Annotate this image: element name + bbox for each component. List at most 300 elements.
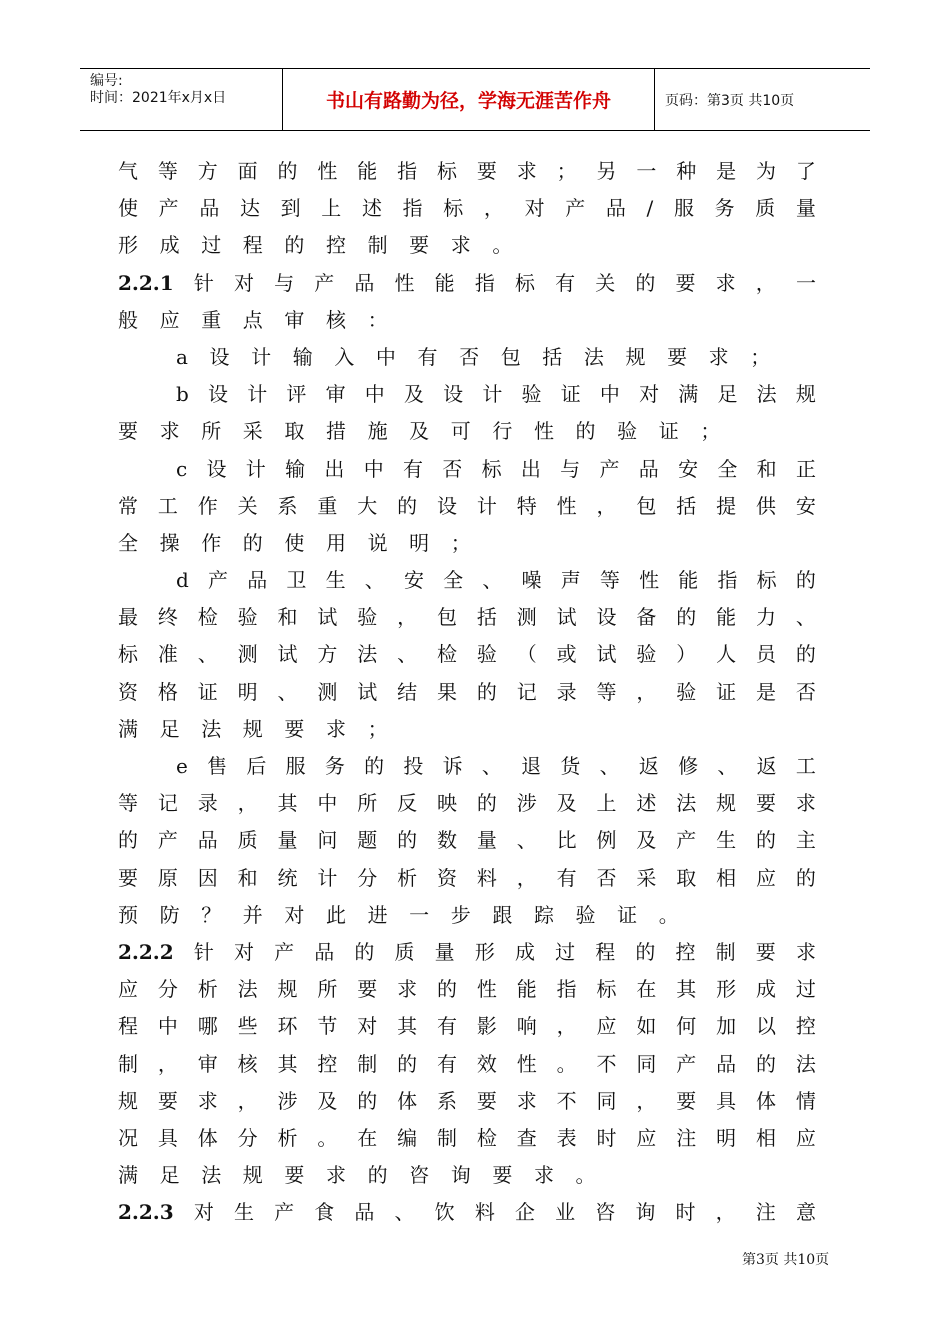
body-char: 咨: [409, 1163, 430, 1188]
body-char: 规: [242, 716, 263, 741]
body-char: 料: [474, 1200, 495, 1225]
header-page-cell: [655, 69, 870, 130]
body-char: 的: [476, 679, 497, 704]
body-char: 审: [197, 1051, 218, 1076]
body-char: 规: [118, 1088, 138, 1113]
body-char: 、: [516, 828, 537, 853]
body-char: 的: [476, 791, 497, 816]
body-char: 规: [716, 791, 737, 816]
body-char: 否: [795, 679, 816, 704]
body-char: 。: [658, 902, 679, 927]
body-char: 安: [795, 493, 816, 518]
body-char: ？: [201, 902, 222, 927]
body-char: 情: [795, 1088, 816, 1113]
body-char: 明: [409, 530, 430, 555]
body-line: [118, 525, 816, 562]
body-char: 对: [233, 939, 254, 964]
body-char: 生: [233, 1200, 254, 1225]
body-char: 设: [206, 456, 227, 481]
body-char: 咨: [595, 1200, 616, 1225]
body-char: 验: [476, 642, 497, 667]
body-char: 进: [367, 902, 388, 927]
body-char: 应: [118, 977, 138, 1002]
header-motto-cell: [282, 69, 655, 130]
body-char: 特: [516, 493, 537, 518]
body-char: ，: [237, 791, 258, 816]
body-char: 标: [443, 196, 464, 221]
body-char: 品: [247, 568, 268, 593]
body-char: ；: [556, 159, 577, 183]
body-char: 要: [357, 977, 378, 1002]
body-char: 性: [533, 419, 554, 444]
body-char: 问: [317, 828, 338, 853]
body-char: 生: [325, 568, 346, 593]
body-char: 记: [157, 791, 178, 816]
body-char: 试: [596, 642, 617, 667]
body-char: 求: [715, 270, 736, 295]
body-line: [118, 674, 816, 711]
body-char: 试: [277, 642, 298, 667]
body-char: 过: [555, 939, 576, 964]
body-char: 验: [575, 902, 596, 927]
body-char: 所: [317, 977, 338, 1002]
body-char: 工: [157, 493, 178, 518]
body-char: 计: [245, 456, 266, 481]
body-char: 检: [437, 642, 457, 667]
body-char: 分: [157, 977, 178, 1002]
body-char: 标: [118, 642, 138, 667]
body-char: 关: [595, 270, 616, 295]
body-char: 意: [795, 1200, 816, 1225]
body-char: 规: [242, 1163, 263, 1188]
body-char: 的: [397, 493, 418, 518]
body-char: 验: [237, 605, 258, 630]
header-page-label: 页码：第3页 共10页: [665, 92, 795, 109]
body-char: 规: [625, 344, 646, 369]
body-char: 不: [596, 1051, 617, 1076]
body-char: 关: [237, 493, 258, 518]
body-char: 是: [716, 159, 737, 183]
body-char: 防: [159, 902, 180, 927]
body-char: 要: [476, 1088, 497, 1113]
body-char: 点: [242, 307, 263, 332]
body-char: 设: [208, 382, 228, 407]
body-char: 方: [317, 642, 338, 667]
body-char: 计: [247, 382, 268, 407]
body-line: [118, 934, 816, 971]
body-char: 形: [474, 939, 495, 964]
body-char: 反: [397, 791, 418, 816]
body-char: 对: [524, 196, 545, 221]
body-char: 节: [317, 1014, 338, 1039]
body-line: [118, 1046, 816, 1083]
body-char: 产: [274, 1200, 295, 1225]
body-char: 标: [596, 977, 617, 1002]
body-char: /: [646, 196, 654, 221]
body-char: 满: [118, 716, 138, 741]
body-char: 最: [118, 605, 138, 630]
body-char: 析: [277, 1125, 298, 1150]
body-char: 中: [599, 382, 620, 407]
body-char: 的: [437, 977, 457, 1002]
body-char: 析: [197, 977, 218, 1002]
body-char: 、: [717, 754, 738, 778]
body-char: 、: [197, 642, 218, 667]
body-char: 中: [157, 1014, 178, 1039]
body-char: 程: [242, 233, 263, 258]
body-char: 大: [357, 493, 378, 518]
body-char: 员: [756, 642, 776, 667]
body-char: 相: [716, 865, 737, 890]
body-char: 量: [434, 939, 455, 964]
body-char: 法: [357, 642, 378, 667]
body-char: 性: [516, 1051, 537, 1076]
body-char: 求: [325, 716, 346, 741]
body-char: 的: [795, 865, 816, 890]
body-char: 程: [595, 939, 616, 964]
body-char: 控: [795, 1014, 816, 1039]
body-char: 的: [364, 754, 385, 778]
body-char: 满: [118, 1163, 138, 1188]
body-char: 要: [492, 1163, 513, 1188]
body-char: 法: [201, 716, 222, 741]
body-char: 指: [556, 977, 577, 1002]
body-char: 安: [678, 456, 699, 481]
body-char: d: [176, 568, 189, 593]
body-char: 计: [482, 382, 503, 407]
body-char: 程: [118, 1014, 138, 1039]
body-char: 品: [716, 1051, 737, 1076]
body-char: 质: [394, 939, 415, 964]
body-char: 等: [118, 791, 138, 816]
doc-time-label: 时间：2021年x月x日: [90, 90, 227, 106]
body-line: [118, 265, 816, 302]
body-char: 检: [476, 1125, 497, 1150]
body-char: 涉: [516, 791, 537, 816]
body-char: 能: [516, 977, 537, 1002]
body-char: ；: [700, 419, 721, 444]
document-body: [118, 153, 816, 1231]
body-char: 法: [583, 344, 604, 369]
body-char: 求: [397, 977, 418, 1002]
body-char: 出: [324, 456, 345, 481]
body-char: 求: [516, 1088, 537, 1113]
body-char: 性: [317, 159, 338, 183]
body-char: 终: [157, 605, 178, 630]
body-char: 测: [317, 679, 338, 704]
body-line: [118, 190, 816, 227]
body-char: 使: [284, 530, 305, 555]
body-char: 要: [409, 233, 430, 258]
body-char: 数: [437, 828, 457, 853]
body-char: ，: [157, 1051, 178, 1076]
body-char: 述: [636, 791, 657, 816]
body-char: 有: [437, 1051, 457, 1076]
body-char: 上: [596, 791, 617, 816]
body-char: 生: [716, 828, 737, 853]
body-char: 对: [233, 270, 254, 295]
body-char: 的: [575, 419, 596, 444]
body-char: 常: [118, 493, 138, 518]
body-char: 求: [533, 1163, 554, 1188]
body-char: 等: [157, 159, 178, 183]
body-char: 因: [197, 865, 218, 890]
body-char: 品: [197, 828, 218, 853]
body-char: 能: [678, 568, 699, 593]
body-line: [118, 599, 816, 636]
body-char: 要: [755, 939, 776, 964]
body-char: 计: [476, 493, 497, 518]
body-char: 和: [237, 865, 258, 890]
body-char: 验: [676, 679, 697, 704]
body-char: 取: [284, 419, 305, 444]
body-char: 试: [357, 679, 378, 704]
body-char: 和: [277, 605, 298, 630]
body-char: 法: [756, 382, 777, 407]
body-char: 达: [239, 196, 260, 221]
body-char: 量: [476, 828, 497, 853]
body-char: 资: [437, 865, 457, 890]
body-char: （: [516, 642, 537, 667]
body-char: 并: [242, 902, 263, 927]
body-char: 质: [755, 196, 776, 221]
body-char: 系: [277, 493, 298, 518]
body-char: 品: [354, 270, 375, 295]
body-char: 足: [159, 716, 180, 741]
body-char: 标: [437, 159, 457, 183]
body-char: 具: [716, 1088, 737, 1113]
body-char: b: [176, 382, 189, 407]
body-char: 格: [157, 679, 178, 704]
body-char: 品: [354, 1200, 375, 1225]
body-char: 标: [514, 270, 535, 295]
body-char: 中: [317, 791, 338, 816]
body-char: 品: [199, 196, 220, 221]
body-char: 控: [325, 233, 346, 258]
body-char: 响: [516, 1014, 537, 1039]
body-char: 指: [402, 196, 423, 221]
body-char: 措: [325, 419, 346, 444]
body-char: 对: [639, 382, 660, 407]
body-char: 工: [795, 754, 816, 778]
body-line: [118, 711, 816, 748]
body-char: 求: [325, 1163, 346, 1188]
body-char: 跟: [492, 902, 513, 927]
body-char: 能: [716, 605, 737, 630]
body-char: 取: [676, 865, 697, 890]
body-char: 要: [284, 1163, 305, 1188]
body-char: 要: [476, 159, 497, 183]
body-char: 记: [516, 679, 537, 704]
body-char: 或: [556, 642, 577, 667]
body-char: 使: [118, 196, 138, 221]
body-char: 在: [357, 1125, 378, 1150]
body-char: 面: [237, 159, 258, 183]
body-char: 全: [118, 530, 138, 555]
body-char: 、: [277, 679, 298, 704]
body-char: 等: [596, 679, 617, 704]
body-char: ；: [450, 530, 471, 555]
body-char: 录: [197, 791, 218, 816]
body-char: 、: [481, 754, 502, 778]
body-char: 品: [638, 456, 659, 481]
body-char: 核: [237, 1051, 258, 1076]
body-char: 输: [285, 456, 306, 481]
body-char: a: [176, 344, 188, 369]
body-line: [118, 636, 816, 673]
body-char: 分: [357, 865, 378, 890]
body-char: 规: [277, 977, 298, 1002]
body-char: 的: [118, 828, 138, 853]
body-char: 噪: [521, 568, 542, 593]
body-char: 务: [324, 754, 345, 778]
body-char: 及: [636, 828, 657, 853]
body-char: 对: [193, 1200, 214, 1225]
body-char: 供: [756, 493, 776, 518]
body-char: 其: [397, 1014, 418, 1039]
body-char: 有: [402, 456, 423, 481]
body-char: 的: [277, 159, 298, 183]
body-char: 性: [394, 270, 415, 295]
body-char: 全: [717, 456, 738, 481]
body-char: 询: [450, 1163, 471, 1188]
body-char: 规: [795, 382, 816, 407]
body-char: 注: [676, 1125, 697, 1150]
body-char: 备: [636, 605, 657, 630]
body-char: 种: [676, 159, 697, 183]
body-char: 上: [321, 196, 342, 221]
body-char: 成: [514, 939, 535, 964]
body-char: 核: [325, 307, 346, 332]
body-char: 验: [617, 419, 638, 444]
body-char: 应: [636, 1125, 657, 1150]
body-char: 其: [277, 791, 298, 816]
body-line: [118, 339, 816, 376]
body-char: 结: [397, 679, 418, 704]
body-char: 同: [596, 1088, 617, 1113]
body-char: 方: [197, 159, 218, 183]
body-char: 要: [157, 1088, 178, 1113]
body-char: 说: [367, 530, 388, 555]
body-char: 施: [367, 419, 388, 444]
body-char: 务: [714, 196, 735, 221]
body-char: 测: [516, 605, 537, 630]
body-char: ，: [237, 1088, 258, 1113]
body-char: 环: [277, 1014, 298, 1039]
body-char: 能: [357, 159, 378, 183]
body-char: 企: [514, 1200, 535, 1225]
body-char: ，: [483, 196, 504, 221]
body-char: ，: [516, 865, 537, 890]
body-char: 审: [325, 382, 346, 407]
body-char: 检: [197, 605, 218, 630]
body-char: 一: [636, 159, 657, 183]
body-char: 试: [556, 605, 577, 630]
body-char: 资: [118, 679, 138, 704]
body-char: 的: [284, 233, 305, 258]
body-char: 有: [555, 270, 576, 295]
body-line: [118, 376, 816, 413]
body-char: c: [176, 456, 188, 481]
body-char: 产: [274, 939, 295, 964]
body-char: 求: [516, 159, 537, 183]
body-char: 形: [118, 233, 138, 258]
body-char: 应: [159, 307, 180, 332]
body-char: 性: [476, 977, 497, 1002]
body-char: 法: [201, 1163, 222, 1188]
body-char: 有: [556, 865, 577, 890]
body-char: 主: [795, 828, 816, 853]
body-char: 采: [636, 865, 657, 890]
body-char: 统: [277, 865, 298, 890]
body-char: 要: [676, 1088, 697, 1113]
body-char: 、: [394, 1200, 415, 1225]
body-char: 制: [357, 1051, 378, 1076]
body-char: 编: [397, 1125, 418, 1150]
body-char: 以: [756, 1014, 776, 1039]
body-char: ，: [397, 605, 418, 630]
body-char: 不: [556, 1088, 577, 1113]
body-char: 题: [357, 828, 378, 853]
body-char: 证: [716, 679, 737, 704]
body-line: [118, 1157, 816, 1194]
body-char: 量: [795, 196, 816, 221]
body-char: 可: [450, 419, 471, 444]
body-char: 如: [636, 1014, 657, 1039]
body-char: e: [176, 754, 188, 778]
body-char: 的: [635, 939, 656, 964]
body-char: 作: [201, 530, 222, 555]
body-char: 相: [756, 1125, 776, 1150]
body-char: 一: [409, 902, 430, 927]
body-char: 体: [197, 1125, 218, 1150]
body-char: 服: [285, 754, 306, 778]
body-line: [118, 488, 816, 525]
body-char: 、: [599, 754, 620, 778]
body-char: 力: [756, 605, 776, 630]
body-char: 及: [409, 419, 430, 444]
body-char: 果: [437, 679, 457, 704]
body-char: 食: [314, 1200, 335, 1225]
body-char: ：: [367, 307, 388, 332]
body-char: 正: [795, 456, 816, 481]
body-char: 映: [437, 791, 457, 816]
body-char: 对: [284, 902, 305, 927]
body-char: 在: [636, 977, 657, 1002]
body-line: [118, 971, 816, 1008]
body-char: 要: [284, 716, 305, 741]
body-char: 括: [542, 344, 563, 369]
body-char: 一: [795, 270, 816, 295]
body-char: 求: [159, 419, 180, 444]
body-char: 应: [756, 865, 776, 890]
body-char: 制: [367, 233, 388, 258]
body-char: 采: [242, 419, 263, 444]
body-char: 满: [678, 382, 699, 407]
body-char: ）: [676, 642, 697, 667]
body-char: 评: [286, 382, 307, 407]
body-char: ，: [755, 270, 776, 295]
body-char: 包: [500, 344, 521, 369]
body-char: 。: [492, 233, 513, 258]
body-char: 括: [476, 605, 497, 630]
body-char: 证: [197, 679, 218, 704]
body-char: 了: [795, 159, 816, 183]
body-char: 产: [676, 1051, 697, 1076]
body-char: 重: [317, 493, 338, 518]
body-char: 操: [159, 530, 180, 555]
body-char: 输: [292, 344, 313, 369]
